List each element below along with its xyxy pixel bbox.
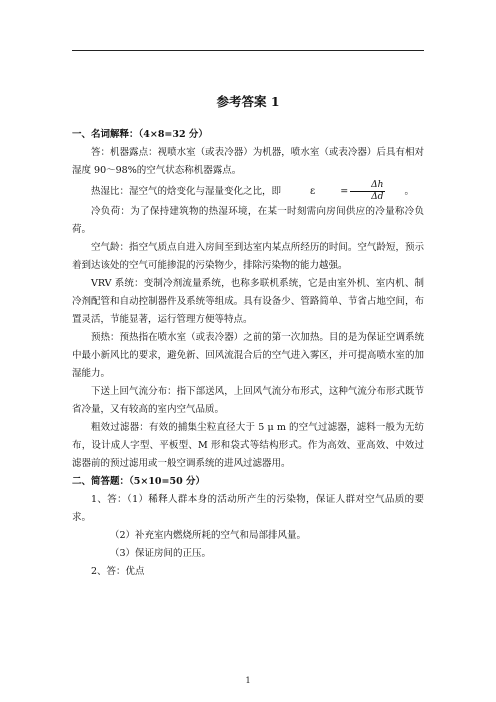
paragraph-machine-dew-point: 答：机器露点：视喷水室（或表冷器）为机器，喷水室（或表冷器）后具有相对湿度 90～98%的空气状态称机器露点。 <box>72 147 424 176</box>
header-rule <box>72 50 424 51</box>
paragraph-cooling-load: 冷负荷：为了保持建筑物的热湿环境，在某一时刻需向房间供应的冷量称冷负荷。 <box>72 206 424 235</box>
section-heading-short-answer: 二、简答题：（5×10=50 分） <box>72 476 206 487</box>
paragraph-answer-2: 2、答：优点 <box>91 566 145 577</box>
formula-epsilon: ε <box>310 185 316 197</box>
paragraph-air-age: 空气龄：指空气质点自进入房间至到达室内某点所经历的时间。空气龄短，预示着到达该处的空气可能掺混的污染物少，排除污染物的能力越强。 <box>72 242 424 271</box>
heat-moisture-ratio-formula <box>291 180 414 203</box>
answer-content <box>72 126 424 581</box>
paragraph-preheating: 预热：预热指在喷水室（或表冷器）之前的第一次加热。目的是为保证空调系统中最小新风比的要求，避免新、回风流混合后的空气进入雾区，并可提高喷水室的加湿能力。 <box>72 332 424 379</box>
paragraph-airflow-distribution: 下送上回气流分布：指下部送风，上回风气流分布形式，这种气流分布形式既节省冷量，又有较高的室内空气品质。 <box>72 386 424 415</box>
paragraph-coarse-filter: 粗效过滤器：有效的捕集尘粒直径大于 5 μ m 的空气过滤器，滤料一般为无纺布，设计成人字型、平板型、M 形和袋式等结构形式。作为高效、亚高效、中效过滤器前的预过滤用或一般空调系统的进风过滤器用。 <box>72 422 424 469</box>
formula-trailing: 。 <box>404 185 414 197</box>
section-heading-definitions: 一、名词解释：（4×8=32 分） <box>72 129 208 140</box>
paragraph-answer-1-item-2: （2）补充室内燃烧所耗的空气和局部排风量。 <box>110 530 307 541</box>
formula-fraction <box>350 180 385 203</box>
formula-denominator: Δd <box>371 192 384 202</box>
formula-numerator: Δh <box>350 180 385 192</box>
heat-moisture-ratio-text: 热湿比：湿空气的焓变化与湿量变化之比，即 <box>91 185 282 197</box>
paragraph-vrv-system: VRV 系统：变制冷剂流量系统，也称多联机系统，它是由室外机、室内机、制冷剂配管和自动控制器件及系统等组成。具有设备少、管路简单、节省占地空间，布置灵活，节能显著，运行管理方便等特点。 <box>72 278 424 325</box>
paragraph-heat-moisture-ratio <box>72 180 424 203</box>
page-number: 1 <box>245 676 251 685</box>
page-title: 参考答案 1 <box>216 94 280 109</box>
formula-equals: = <box>340 185 349 197</box>
paragraph-answer-1-item-3: （3）保证房间的正压。 <box>110 548 212 559</box>
paragraph-answer-1: 1、答：（1）稀释人群本身的活动所产生的污染物，保证人群对空气品质的要求。 <box>72 494 424 523</box>
